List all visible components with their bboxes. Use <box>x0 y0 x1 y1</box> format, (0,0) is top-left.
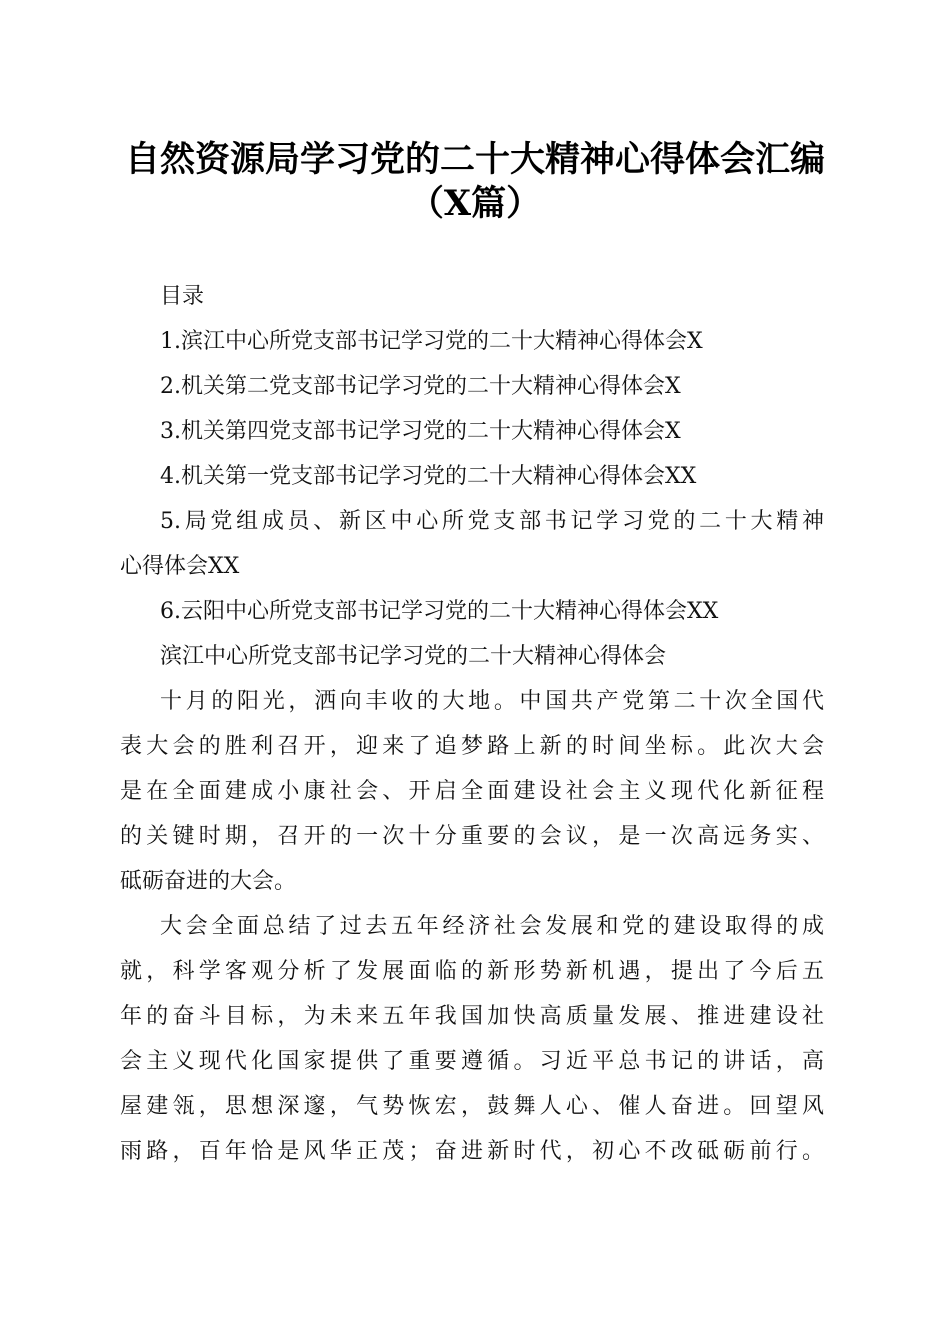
toc-item: 4.机关第一党支部书记学习党的二十大精神心得体会XX <box>160 464 697 489</box>
article-heading: 滨江中心所党支部书记学习党的二十大精神心得体会 <box>160 644 667 669</box>
toc-item: 5.局党组成员、新区中心所党支部书记学习党的二十大精神 <box>160 509 824 534</box>
paragraph-line: 大会全面总结了过去五年经济社会发展和党的建设取得的成 <box>160 914 824 939</box>
paragraph-line: 雨路，百年恰是风华正茂；奋进新时代，初心不改砥砺前行。 <box>120 1139 824 1164</box>
toc-item: 1.滨江中心所党支部书记学习党的二十大精神心得体会X <box>160 329 703 354</box>
paragraph-line: 是在全面建成小康社会、开启全面建设社会主义现代化新征程 <box>120 779 824 804</box>
document-title: 自然资源局学习党的二十大精神心得体会汇编 <box>124 139 825 180</box>
toc-item: 3.机关第四党支部书记学习党的二十大精神心得体会X <box>160 419 681 444</box>
paragraph-line: 就，科学客观分析了发展面临的新形势新机遇，提出了今后五 <box>120 959 824 984</box>
document-title-count: （X篇） <box>408 183 542 224</box>
toc-heading: 目录 <box>160 284 205 309</box>
paragraph-line: 屋建瓴，思想深邃，气势恢宏，鼓舞人心、催人奋进。回望风 <box>120 1094 824 1119</box>
paragraph-line: 十月的阳光，洒向丰收的大地。中国共产党第二十次全国代 <box>160 689 824 714</box>
paragraph-line: 的关键时期，召开的一次十分重要的会议，是一次高远务实、 <box>120 824 824 849</box>
paragraph-line: 年的奋斗目标，为未来五年我国加快高质量发展、推进建设社 <box>120 1004 824 1029</box>
paragraph-line: 砥砺奋进的大会。 <box>120 869 297 894</box>
toc-item-continued: 心得体会XX <box>120 554 240 579</box>
toc-item: 2.机关第二党支部书记学习党的二十大精神心得体会X <box>160 374 681 399</box>
toc-item: 6.云阳中心所党支部书记学习党的二十大精神心得体会XX <box>160 599 719 624</box>
paragraph-line: 表大会的胜利召开，迎来了追梦路上新的时间坐标。此次大会 <box>120 734 824 759</box>
paragraph-line: 会主义现代化国家提供了重要遵循。习近平总书记的讲话，高 <box>120 1049 824 1074</box>
